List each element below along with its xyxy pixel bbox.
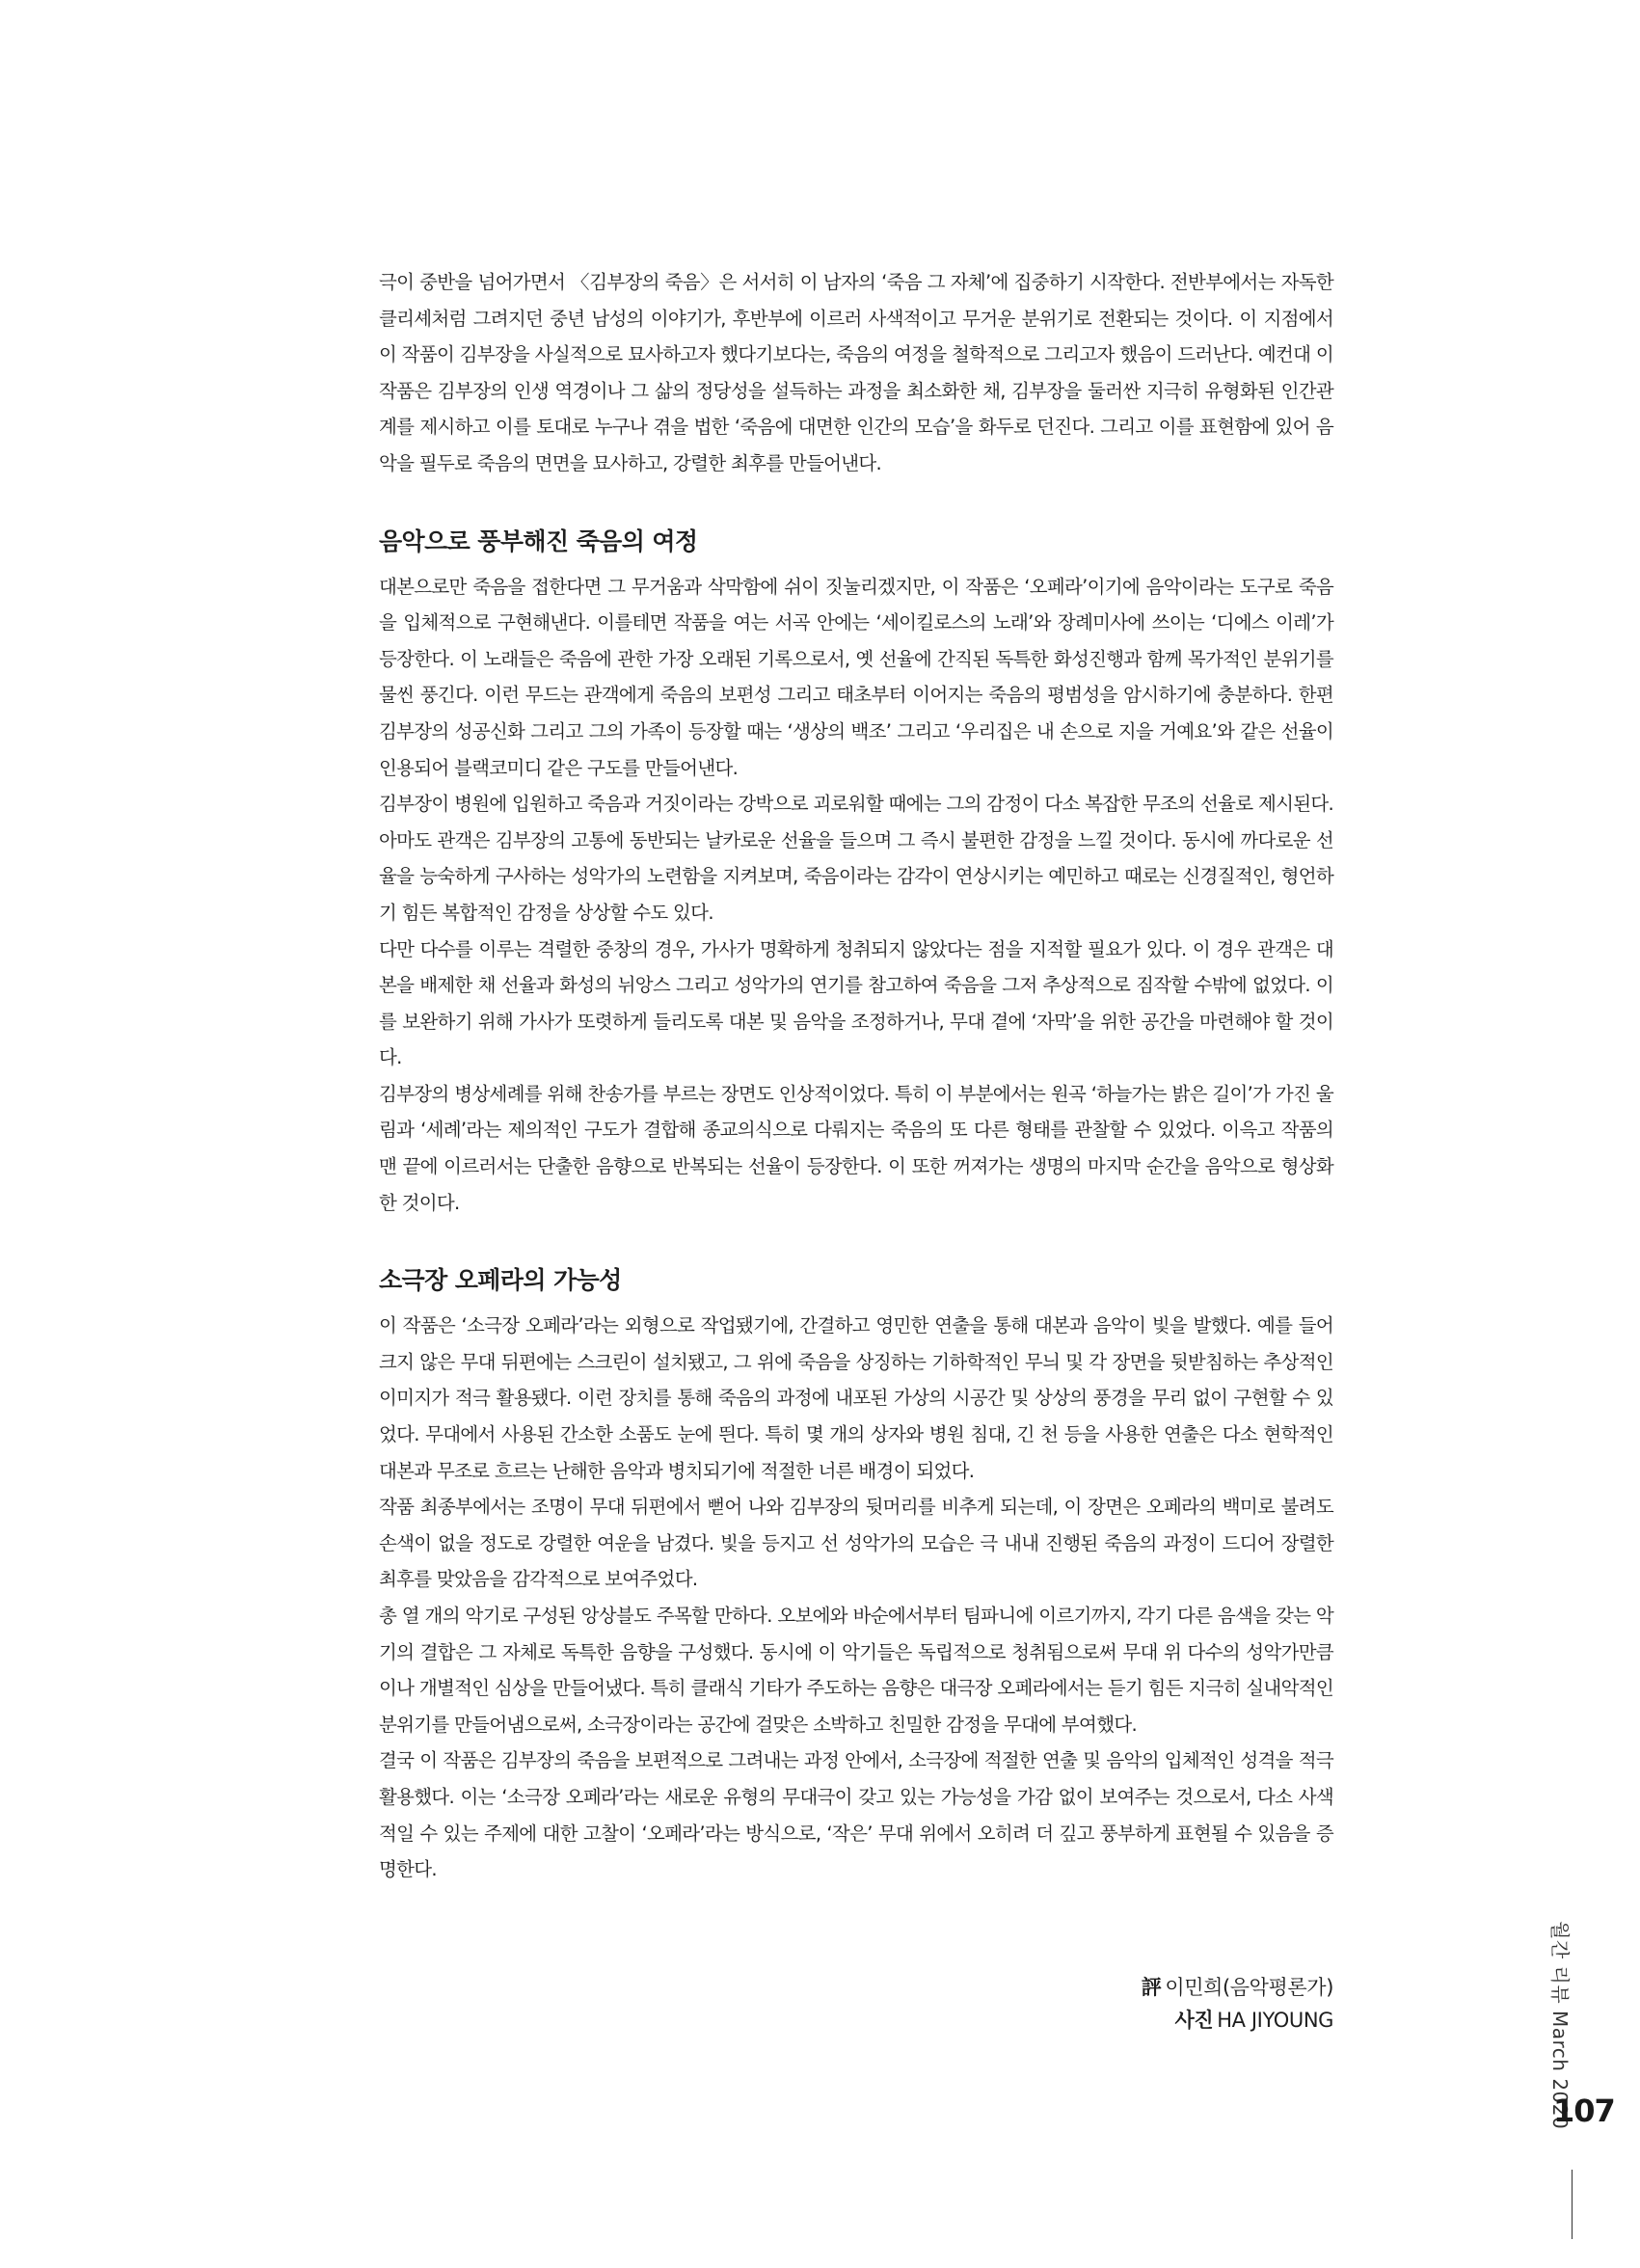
section-heading-small-theater: 소극장 오페라의 가능성 [379,1266,622,1295]
page-number: 107 [1553,2092,1615,2129]
paragraph: 총 열 개의 악기로 구성된 앙상블도 주목할 만하다. 오보에와 바순에서부터 팀파니에 이르기까지, 각기 다른 음색을 갖는 악기의 결합은 그 자체로 독특한 음향을 구성했다. 동시에 이 악기들은 독립적으로 청취됨으로써 무대 위 다수의 성악가만큼이나 개별적인 심상을 만들어냈다. 특히 클래식 기타가 주도하는 음향은 대극장 오페라에서는 듣기 힘든 지극히 실내악적인 분위기를 만들어냄으로써, 소극장이라는 공간에 걸맞은 소박하고 친밀한 감정을 무대에 부여했다. [379,1605,1333,1736]
review-label: 評 [1141,1976,1162,1999]
paragraph: 대본으로만 죽음을 접한다면 그 무거움과 삭막함에 쉬이 짓눌리겠지만, 이 작품은 ‘오페라’이기에 음악이라는 도구로 죽음을 입체적으로 구현해낸다. 이를테면 작품을 여는 서곡 안에는 ‘세이킬로스의 노래’와 장례미사에 쓰이는 ‘디에스 이레’가 등장한다. 이 노래들은 죽음에 관한 가장 오래된 기록으로서, 옛 선율에 간직된 독특한 화성진행과 함께 목가적인 분위기를 물씬 풍긴다. 이런 무드는 관객에게 죽음의 보편성 그리고 태초부터 이어지는 죽음의 평범성을 암시하기에 충분하다. 한편 김부장의 성공신화 그리고 그의 가족이 등장할 때는 ‘생상의 백조’ 그리고 ‘우리집은 내 손으로 지을 거예요’와 같은 선율이 인용되어 블랙코미디 같은 구도를 만들어낸다. [379,575,1333,779]
issue-date: March 2020 [1548,2011,1572,2130]
paragraph: 이 작품은 ‘소극장 오페라’라는 외형으로 작업됐기에, 간결하고 영민한 연출을 통해 대본과 음악이 빛을 발했다. 예를 들어 크지 않은 무대 뒤편에는 스크린이 설치됐고, 그 위에 죽음을 상징하는 기하학적인 무늬 및 각 장면을 뒷받침하는 추상적인 이미지가 적극 활용됐다. 이런 장치를 통해 죽음의 과정에 내포된 가상의 시공간 및 상상의 풍경을 무리 없이 구현할 수 있었다. 무대에서 사용된 간소한 소품도 눈에 띈다. 특히 몇 개의 상자와 병원 침대, 긴 천 등을 사용한 연출은 다소 현학적인 대본과 무조로 흐르는 난해한 음악과 병치되기에 적절한 너른 배경이 되었다. [379,1314,1333,1482]
photo-label: 사진 [1174,2009,1214,2032]
reviewer-credit [1142,1971,1333,2004]
paragraph: 김부장이 병원에 입원하고 죽음과 거짓이라는 강박으로 괴로워할 때에는 그의 감정이 다소 복잡한 무조의 선율로 제시된다. 아마도 관객은 김부장의 고통에 동반되는 날카로운 선율을 들으며 그 즉시 불편한 감정을 느낄 것이다. 동시에 까다로운 선율을 능숙하게 구사하는 성악가의 노련함을 지켜보며, 죽음이라는 감각이 연상시키는 예민하고 때로는 신경질적인, 형언하기 힘든 복합적인 감정을 상상할 수도 있다. [379,793,1333,924]
photographer-name: HA JIYOUNG [1217,2009,1333,2032]
magazine-name: 월간 리뷰 [1548,1921,1572,2005]
section-heading-music: 음악으로 풍부해진 죽음의 여정 [379,526,698,555]
article-credits [1142,1971,1333,2037]
paragraph: 다만 다수를 이루는 격렬한 중창의 경우, 가사가 명확하게 청취되지 않았다는 점을 지적할 필요가 있다. 이 경우 관객은 대본을 배제한 채 선율과 화성의 뉘앙스 그리고 성악가의 연기를 참고하여 죽음을 그저 추상적으로 짐작할 수밖에 없었다. 이를 보완하기 위해 가사가 또렷하게 들리도록 대본 및 음악을 조정하거나, 무대 곁에 ‘자막’을 위한 공간을 마련해야 할 것이다. [379,937,1334,1069]
reviewer-name: 이민희(음악평론가) [1165,1976,1333,1999]
photo-credit [1142,2004,1333,2037]
sidebar-divider [1572,2170,1573,2239]
paragraph: 작품 최종부에서는 조명이 무대 뒤편에서 뻗어 나와 김부장의 뒷머리를 비추게 되는데, 이 장면은 오페라의 백미로 불려도 손색이 없을 정도로 강렬한 여운을 남겼다. 빛을 등지고 선 성악가의 모습은 극 내내 진행된 죽음의 과정이 드디어 장렬한 최후를 맞았음을 감각적으로 보여주었다. [379,1496,1333,1591]
paragraph: 결국 이 작품은 김부장의 죽음을 보편적으로 그려내는 과정 안에서, 소극장에 적절한 연출 및 음악의 입체적인 성격을 적극 활용했다. 이는 ‘소극장 오페라’라는 새로운 유형의 무대극이 갖고 있는 가능성을 가감 없이 보여주는 것으로서, 다소 사색적일 수 있는 주제에 대한 고찰이 ‘오페라’라는 방식으로, ‘작은’ 무대 위에서 오히려 더 깊고 풍부하게 표현될 수 있음을 증명한다. [379,1749,1333,1881]
paragraph: 김부장의 병상세례를 위해 찬송가를 부르는 장면도 인상적이었다. 특히 이 부분에서는 원곡 ‘하늘가는 밝은 길이’가 가진 울림과 ‘세례’라는 제의적인 구도가 결합해 종교의식으로 다뤄지는 죽음의 또 다른 형태를 관찰할 수 있었다. 이윽고 작품의 맨 끝에 이르러서는 단출한 음향으로 반복되는 선율이 등장한다. 이 또한 꺼져가는 생명의 마지막 순간을 음악으로 형상화한 것이다. [379,1082,1333,1214]
intro-paragraph: 극이 중반을 넘어가면서 〈김부장의 죽음〉은 서서히 이 남자의 ‘죽음 그 자체’에 집중하기 시작한다. 전반부에서는 자독한 클리셰처럼 그려지던 중년 남성의 이야기가, 후반부에 이르러 사색적이고 무거운 분위기로 전환되는 것이다. 이 지점에서 이 작품이 김부장을 사실적으로 묘사하고자 했다기보다는, 죽음의 여정을 철학적으로 그리고자 했음이 드러난다. 예컨대 이 작품은 김부장의 인생 역경이나 그 삶의 정당성을 설득하는 과정을 최소화한 채, 김부장을 둘러싼 지극히 유형화된 인간관계를 제시하고 이를 토대로 누구나 겪을 법한 ‘죽음에 대면한 인간의 모습’을 화두로 던진다. 그리고 이를 표현함에 있어 음악을 필두로 죽음의 면면을 묘사하고, 강렬한 최후를 만들어낸다. [379,271,1334,474]
article-body [379,264,1333,1888]
